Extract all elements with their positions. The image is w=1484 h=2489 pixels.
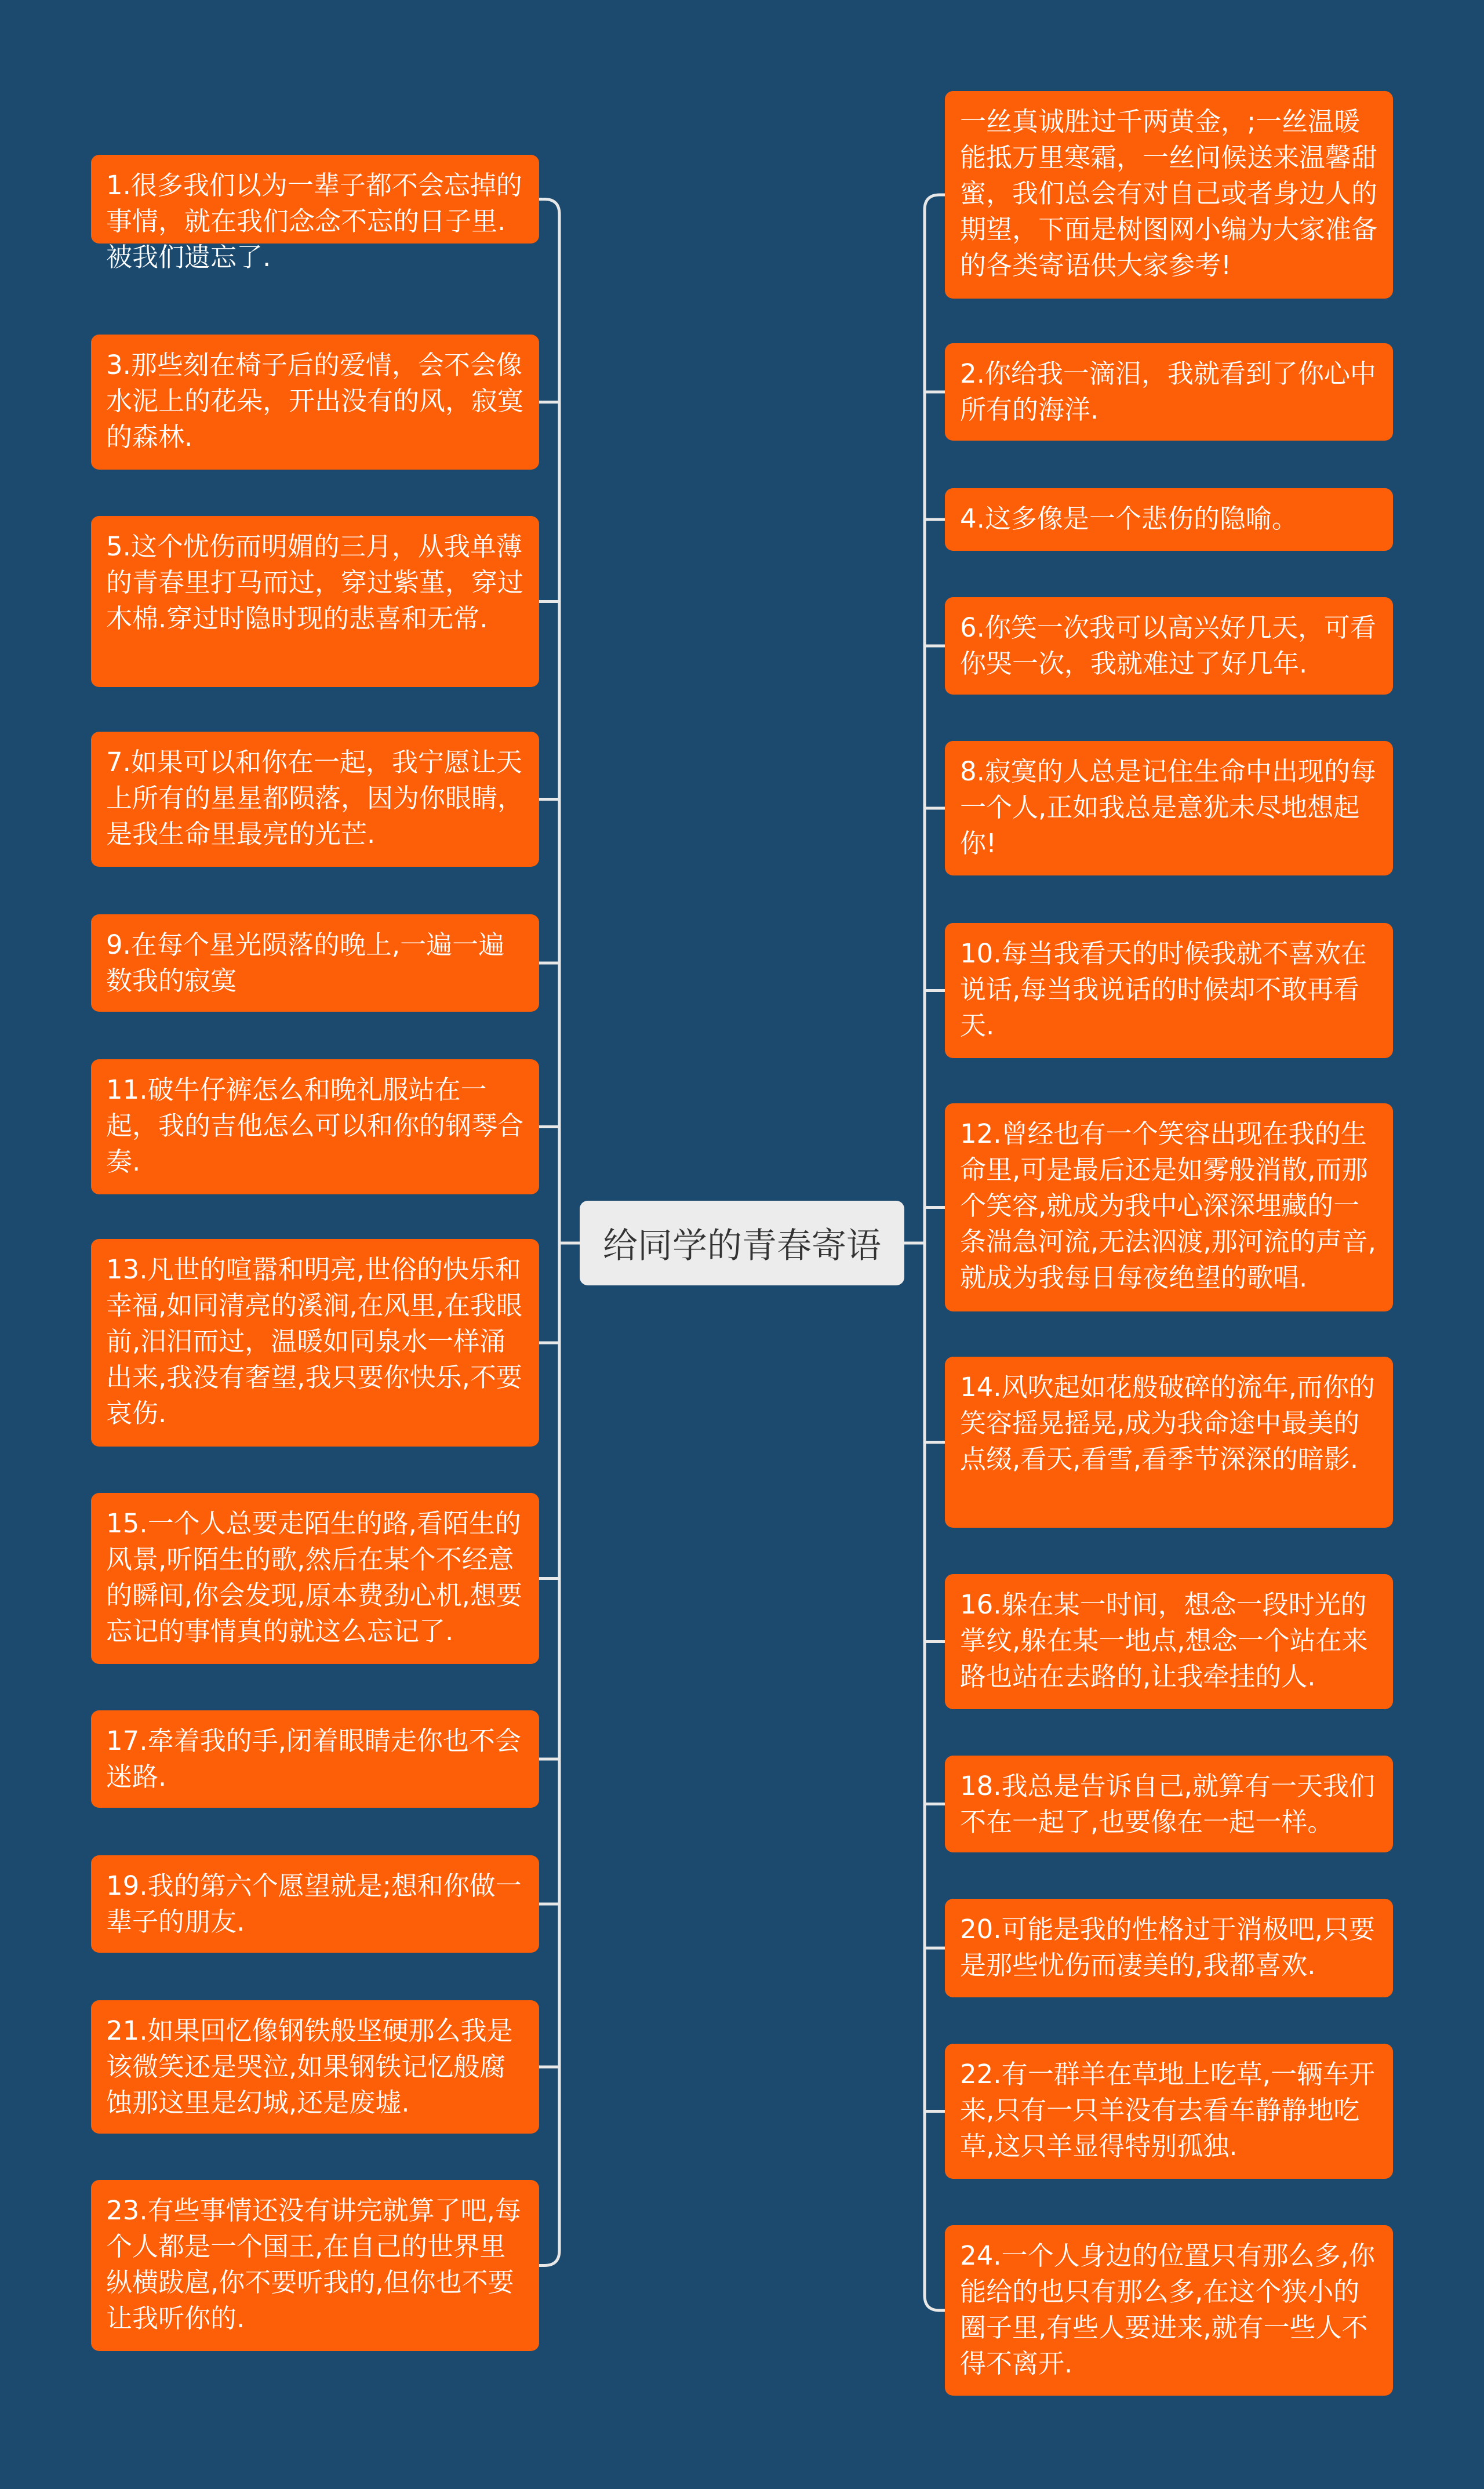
right-branch-node: 6.你笑一次我可以高兴好几天，可看你哭一次，我就难过了好几年. <box>945 597 1393 695</box>
left-branch-node: 13.凡世的喧嚣和明亮,世俗的快乐和幸福,如同清亮的溪涧,在风里,在我眼前,汨汨而过，温暖如同泉水一样涌出来,我没有奢望,我只要你快乐,不要哀伤. <box>91 1239 539 1447</box>
right-branch-node: 4.这多像是一个悲伤的隐喻。 <box>945 488 1393 551</box>
right-branch-node: 10.每当我看天的时候我就不喜欢在说话,每当我说话的时候却不敢再看天. <box>945 923 1393 1058</box>
right-branch-node: 16.躲在某一时间，想念一段时光的掌纹,躲在某一地点,想念一个站在来路也站在去路的,让我牵挂的人. <box>945 1574 1393 1709</box>
right-branch-node: 24.一个人身边的位置只有那么多,你能给的也只有那么多,在这个狭小的圈子里,有些人要进来,就有一些人不得不离开. <box>945 2225 1393 2396</box>
left-branch-node: 19.我的第六个愿望就是;想和你做一辈子的朋友. <box>91 1855 539 1953</box>
left-branch-node: 3.那些刻在椅子后的爱情，会不会像水泥上的花朵，开出没有的风，寂寞的森林. <box>91 335 539 470</box>
left-branch-node: 5.这个忧伤而明媚的三月，从我单薄的青春里打马而过，穿过紫堇，穿过木棉.穿过时隐时现的悲喜和无常. <box>91 516 539 687</box>
right-branch-node: 20.可能是我的性格过于消极吧,只要是那些忧伤而凄美的,我都喜欢. <box>945 1899 1393 1997</box>
left-branch-node: 17.牵着我的手,闭着眼睛走你也不会迷路. <box>91 1710 539 1808</box>
right-branch-node: 12.曾经也有一个笑容出现在我的生命里,可是最后还是如雾般消散,而那个笑容,就成为我中心深深埋藏的一条湍急河流,无法泅渡,那河流的声音,就成为我每日每夜绝望的歌唱. <box>945 1103 1393 1311</box>
left-branch-node: 1.很多我们以为一辈子都不会忘掉的事情，就在我们念念不忘的日子里.被我们遗忘了. <box>91 155 539 244</box>
right-branch-node: 2.你给我一滴泪，我就看到了你心中所有的海洋. <box>945 343 1393 441</box>
left-branch-node: 7.如果可以和你在一起，我宁愿让天上所有的星星都陨落，因为你眼睛，是我生命里最亮的光芒. <box>91 732 539 867</box>
right-branch-node: 一丝真诚胜过千两黄金，;一丝温暖能抵万里寒霜，一丝问候送来温馨甜蜜，我们总会有对自己或者身边人的期望，下面是树图网小编为大家准备的各类寄语供大家参考! <box>945 91 1393 299</box>
left-branch-node: 9.在每个星光陨落的晚上,一遍一遍数我的寂寞 <box>91 914 539 1012</box>
right-branch-node: 14.风吹起如花般破碎的流年,而你的笑容摇晃摇晃,成为我命途中最美的点缀,看天,看雪,看季节深深的暗影. <box>945 1357 1393 1528</box>
left-branch-line <box>539 2251 559 2266</box>
right-branch-node: 22.有一群羊在草地上吃草,一辆车开来,只有一只羊没有去看车静静地吃草,这只羊显得特别孤独. <box>945 2044 1393 2179</box>
right-branch-line <box>925 2295 945 2310</box>
left-branch-node: 11.破牛仔裤怎么和晚礼服站在一起，我的吉他怎么可以和你的钢琴合奏. <box>91 1059 539 1194</box>
left-branch-node: 23.有些事情还没有讲完就算了吧,每个人都是一个国王,在自己的世界里纵横跋扈,你不要听我的,但你也不要让我听你的. <box>91 2180 539 2351</box>
right-branch-node: 18.我总是告诉自己,就算有一天我们不在一起了,也要像在一起一样。 <box>945 1756 1393 1852</box>
left-branch-line <box>539 199 559 215</box>
right-branch-node: 8.寂寞的人总是记住生命中出现的每一个人,正如我总是意犹未尽地想起你! <box>945 741 1393 875</box>
central-topic: 给同学的青春寄语 <box>580 1201 904 1285</box>
left-branch-node: 21.如果回忆像钢铁般坚硬那么我是该微笑还是哭泣,如果钢铁记忆般腐蚀那这里是幻城,还是废墟. <box>91 2000 539 2134</box>
right-branch-line <box>925 195 945 210</box>
left-branch-node: 15.一个人总要走陌生的路,看陌生的风景,听陌生的歌,然后在某个不经意的瞬间,你会发现,原本费劲心机,想要忘记的事情真的就这么忘记了. <box>91 1493 539 1664</box>
